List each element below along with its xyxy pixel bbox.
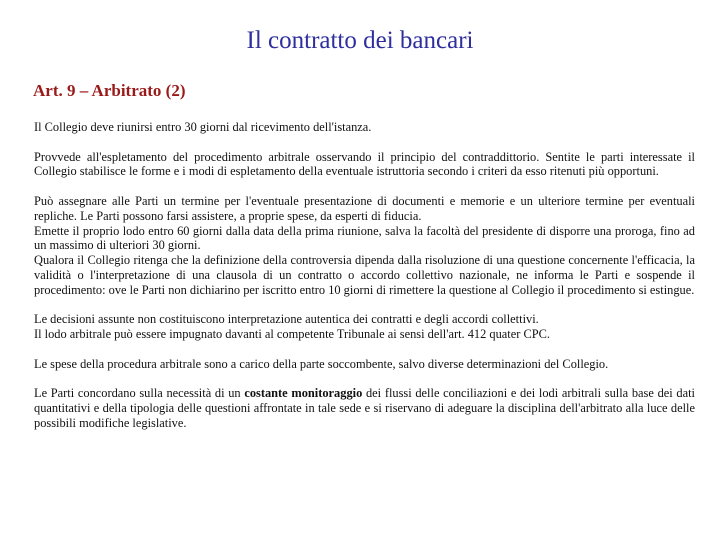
page-title: Il contratto dei bancari	[246, 27, 474, 54]
monitoring-text-start: Le Parti concordano sulla necessità di un	[34, 386, 245, 401]
paragraph-award-deadline: Emette il proprio lodo entro 60 giorni dalla data della prima riunione, salva la facoltà del presidente di disporre una proroga, fino ad un massimo di ulteriori 30 giorni.	[34, 223, 695, 253]
paragraph-procedure: Provvede all'espletamento del procedimento arbitrale osservando il principio del contraddittorio. Sentite le parti interessate il Collegio stabilisce le forme e i modi di espletamento della eventuale istruttoria secondo i criteri da esso ritenuti più opportuni.	[34, 149, 695, 179]
paragraph-appeal: Il lodo arbitrale può essere impugnato davanti al competente Tribunale ai sensi dell'art. 412 quater CPC.	[34, 327, 550, 342]
monitoring-emphasis: costante monitoraggio	[244, 386, 363, 401]
paragraph-monitoring	[34, 386, 695, 430]
paragraph-collective-agreement-question: Qualora il Collegio ritenga che la definizione della controversia dipenda dalla risoluzione di una questione concernente l'efficacia, la validità o l'interpretazione di una clausola di un contratto o accordo collettivo nazionale, ne informa le Parti e sospende il procedimento: ove le Parti non dichiarino per iscritto entro 10 giorni di rimettere la questione al Collegio il procedimento si estingue.	[34, 253, 695, 297]
monitoring-text-end: dei flussi delle conciliazioni e dei lodi arbitrali sulla base dei dati quantitativi e della tipologia delle questioni affrontate in tale sede e si riservano di adeguare la disciplina dell'arbitrato alla luce delle possibili modifiche legislative.	[34, 386, 695, 430]
paragraph-decisions: Le decisioni assunte non costituiscono interpretazione autentica dei contratti e degli accordi collettivi.	[34, 312, 539, 327]
paragraph-costs: Le spese della procedura arbitrale sono a carico della parte soccombente, salvo diverse determinazioni del Collegio.	[34, 356, 609, 371]
article-body	[34, 120, 695, 431]
article-heading: Art. 9 – Arbitrato (2)	[33, 81, 186, 100]
paragraph-documents-term: Può assegnare alle Parti un termine per l'eventuale presentazione di documenti e memorie e un ulteriore termine per eventuali repliche. Le Parti possono farsi assistere, a proprie spese, da esperti di fiducia.	[34, 193, 695, 223]
paragraph-meeting-deadline: Il Collegio deve riunirsi entro 30 giorni dal ricevimento dell'istanza.	[34, 120, 372, 134]
